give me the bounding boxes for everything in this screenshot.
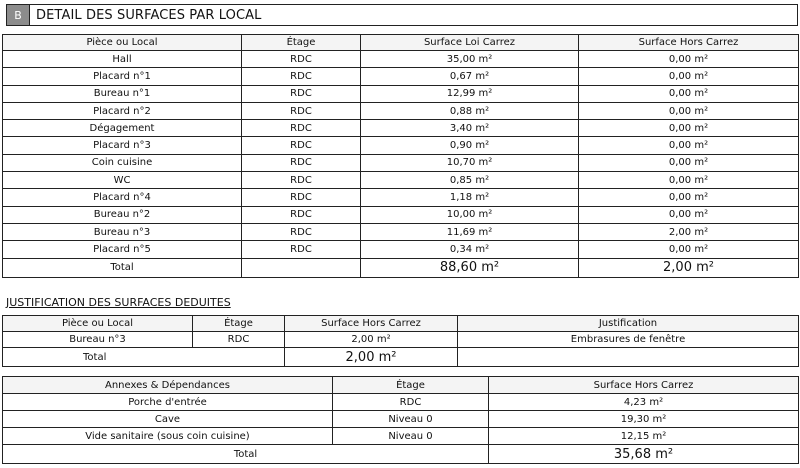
table-cell: Coin cuisine (3, 154, 242, 171)
total-empty-cell (242, 258, 361, 277)
table-row (3, 332, 799, 348)
table-cell: 0,00 m² (579, 154, 799, 171)
column-header: Étage (333, 377, 489, 394)
table-row (3, 394, 799, 411)
table-cell: RDC (242, 189, 361, 206)
table-cell: RDC (242, 206, 361, 223)
table-cell: Bureau n°2 (3, 206, 242, 223)
table-cell: RDC (242, 172, 361, 189)
table-cell: 0,00 m² (579, 206, 799, 223)
column-header: Justification (458, 316, 799, 332)
column-header: Annexes & Dépendances (3, 377, 333, 394)
total-label: Total (3, 348, 285, 367)
table-cell: 3,40 m² (361, 120, 579, 137)
total-value: 35,68 m² (489, 445, 799, 464)
table-cell: Cave (3, 411, 333, 428)
table-cell: 35,00 m² (361, 51, 579, 68)
justification-table (2, 315, 799, 367)
total-row (3, 348, 799, 367)
column-header: Pièce ou Local (3, 35, 242, 51)
table-row (3, 428, 799, 445)
table-cell: 4,23 m² (489, 394, 799, 411)
table-row (3, 241, 799, 258)
table-cell: 10,00 m² (361, 206, 579, 223)
total-carrez: 88,60 m² (361, 258, 579, 277)
table-cell: Embrasures de fenêtre (458, 332, 799, 348)
table-cell: Niveau 0 (333, 428, 489, 445)
column-header: Pièce ou Local (3, 316, 193, 332)
surfaces-detail-table (2, 34, 799, 278)
column-header: Surface Hors Carrez (285, 316, 458, 332)
table-row (3, 189, 799, 206)
table-header-row (3, 377, 799, 394)
section-header (6, 4, 798, 26)
table-cell: Dégagement (3, 120, 242, 137)
table-row (3, 102, 799, 119)
justification-title: JUSTIFICATION DES SURFACES DEDUITES (6, 296, 231, 309)
table-cell: 2,00 m² (579, 223, 799, 240)
table-cell: 0,67 m² (361, 68, 579, 85)
table-cell: 0,34 m² (361, 241, 579, 258)
table-cell: RDC (242, 137, 361, 154)
table-cell: 0,00 m² (579, 51, 799, 68)
table-cell: RDC (242, 223, 361, 240)
table-cell: RDC (193, 332, 285, 348)
column-header: Étage (242, 35, 361, 51)
table-cell: Hall (3, 51, 242, 68)
table-cell: 0,90 m² (361, 137, 579, 154)
table-cell: RDC (242, 102, 361, 119)
table-cell: 0,00 m² (579, 172, 799, 189)
annexes-table (2, 376, 799, 464)
table-header-row (3, 35, 799, 51)
table-cell: 0,00 m² (579, 85, 799, 102)
column-header: Surface Hors Carrez (579, 35, 799, 51)
table-cell: Vide sanitaire (sous coin cuisine) (3, 428, 333, 445)
table-cell: Placard n°2 (3, 102, 242, 119)
table-row (3, 411, 799, 428)
table-cell: RDC (333, 394, 489, 411)
table-cell: RDC (242, 120, 361, 137)
table-cell: 0,00 m² (579, 137, 799, 154)
table-cell: Niveau 0 (333, 411, 489, 428)
table-row (3, 51, 799, 68)
total-row (3, 258, 799, 277)
table-cell: 1,18 m² (361, 189, 579, 206)
table-cell: 0,88 m² (361, 102, 579, 119)
total-value: 2,00 m² (285, 348, 458, 367)
section-badge: B (7, 5, 30, 25)
table-cell: 2,00 m² (285, 332, 458, 348)
table-header-row (3, 316, 799, 332)
table-cell: RDC (242, 85, 361, 102)
table-cell: 0,00 m² (579, 102, 799, 119)
table-cell: Placard n°5 (3, 241, 242, 258)
table-cell: 10,70 m² (361, 154, 579, 171)
total-empty-cell (458, 348, 799, 367)
table-cell: Bureau n°3 (3, 223, 242, 240)
section-title: DETAIL DES SURFACES PAR LOCAL (36, 7, 262, 23)
column-header: Étage (193, 316, 285, 332)
total-label: Total (3, 445, 489, 464)
table-row (3, 68, 799, 85)
table-cell: 0,00 m² (579, 189, 799, 206)
table-cell: Placard n°4 (3, 189, 242, 206)
table-cell: 0,00 m² (579, 120, 799, 137)
table-cell: 12,99 m² (361, 85, 579, 102)
table-row (3, 137, 799, 154)
total-label: Total (3, 258, 242, 277)
total-row (3, 445, 799, 464)
table-cell: WC (3, 172, 242, 189)
total-hors-carrez: 2,00 m² (579, 258, 799, 277)
table-row (3, 154, 799, 171)
table-cell: RDC (242, 154, 361, 171)
table-row (3, 223, 799, 240)
table-cell: Porche d'entrée (3, 394, 333, 411)
table-cell: RDC (242, 68, 361, 85)
table-cell: 0,00 m² (579, 241, 799, 258)
column-header: Surface Loi Carrez (361, 35, 579, 51)
table-row (3, 85, 799, 102)
table-cell: RDC (242, 241, 361, 258)
table-cell: RDC (242, 51, 361, 68)
table-cell: 12,15 m² (489, 428, 799, 445)
table-row (3, 206, 799, 223)
table-cell: 0,85 m² (361, 172, 579, 189)
table-row (3, 172, 799, 189)
table-row (3, 120, 799, 137)
table-cell: 11,69 m² (361, 223, 579, 240)
table-cell: 19,30 m² (489, 411, 799, 428)
table-cell: Placard n°3 (3, 137, 242, 154)
table-cell: 0,00 m² (579, 68, 799, 85)
column-header: Surface Hors Carrez (489, 377, 799, 394)
table-cell: Bureau n°1 (3, 85, 242, 102)
table-cell: Bureau n°3 (3, 332, 193, 348)
table-cell: Placard n°1 (3, 68, 242, 85)
